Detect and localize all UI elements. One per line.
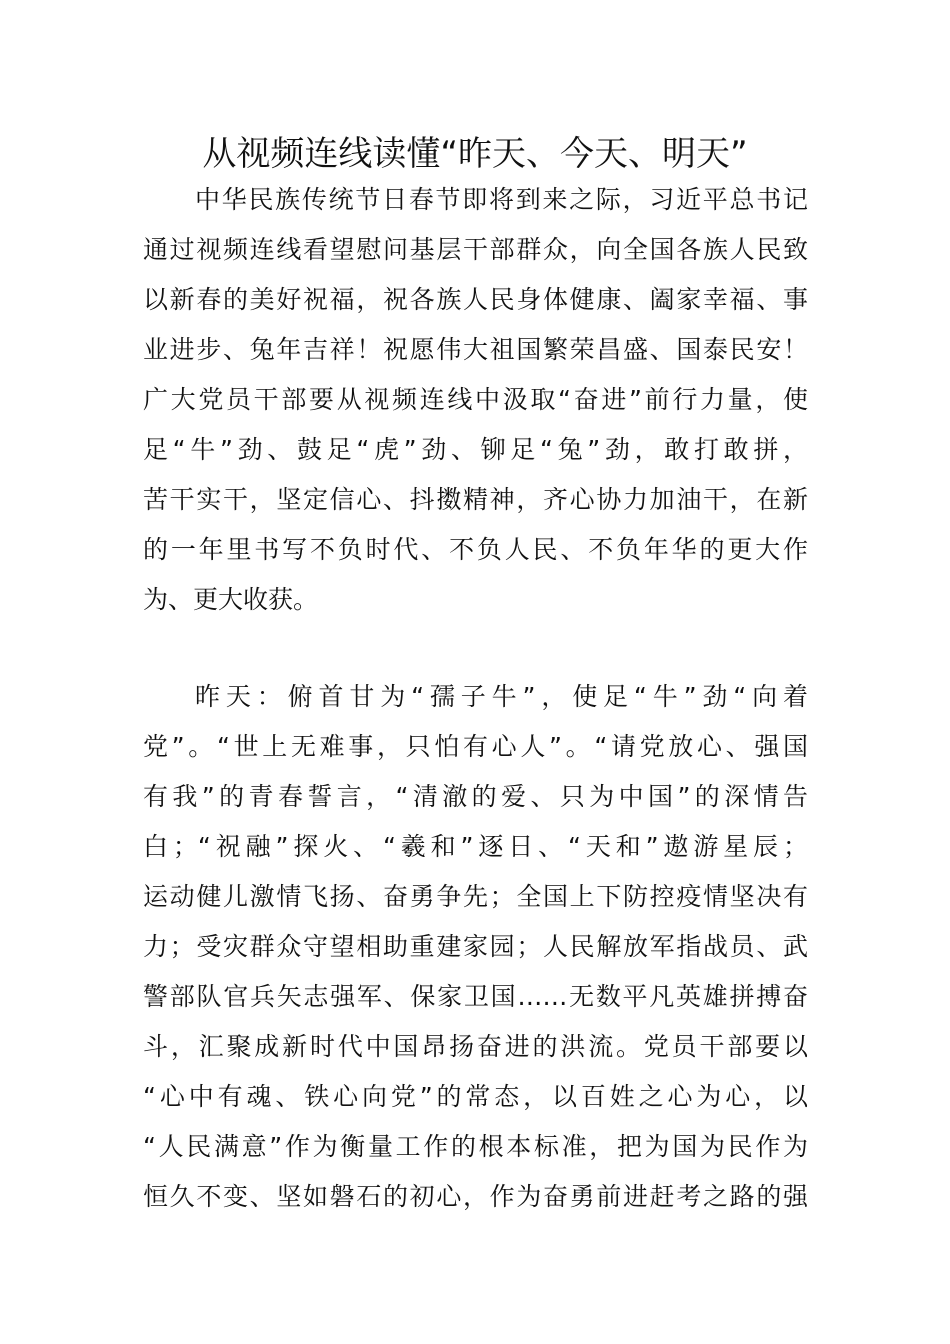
text-line: 通过视频连线看望慰问基层干部群众，向全国各族人民致 xyxy=(143,235,808,264)
text-line: 广大党员干部要从视频连线中汲取“奋进”前行力量，使 xyxy=(143,385,808,414)
document-title: 从视频连线读懂“昨天、今天、明天” xyxy=(202,134,748,174)
text-line: 有我”的青春誓言，“清澈的爱、只为中国”的深情告 xyxy=(143,782,808,811)
text-line: 恒久不变、坚如磐石的初心，作为奋勇前进赶考之路的强 xyxy=(143,1182,808,1211)
text-line: “人民满意”作为衡量工作的根本标准，把为国为民作为 xyxy=(143,1132,808,1161)
text-line: 斗，汇聚成新时代中国昂扬奋进的洪流。党员干部要以 xyxy=(143,1032,808,1061)
text-line: “心中有魂、铁心向党”的常态，以百姓之心为心，以 xyxy=(143,1082,808,1111)
paragraph-intro xyxy=(143,175,808,625)
text-line: 以新春的美好祝福，祝各族人民身体健康、阖家幸福、事 xyxy=(143,285,808,314)
paragraph-yesterday xyxy=(143,672,808,1222)
text-line: 党”。“世上无难事，只怕有心人”。“请党放心、强国 xyxy=(143,732,808,761)
text-line: 昨天：俯首甘为“孺子牛”，使足“牛”劲“向着 xyxy=(195,682,808,711)
text-line: 苦干实干，坚定信心、抖擞精神，齐心协力加油干，在新 xyxy=(143,485,808,514)
text-line: 足“牛”劲、鼓足“虎”劲、铆足“兔”劲，敢打敢拼， xyxy=(143,435,808,464)
text-line: 力；受灾群众守望相助重建家园；人民解放军指战员、武 xyxy=(143,932,808,961)
text-line: 为、更大收获。 xyxy=(143,585,319,614)
text-line: 中华民族传统节日春节即将到来之际，习近平总书记 xyxy=(195,185,808,214)
text-line: 白；“祝融”探火、“羲和”逐日、“天和”遨游星辰； xyxy=(143,832,808,861)
text-line: 的一年里书写不负时代、不负人民、不负年华的更大作 xyxy=(143,535,808,564)
text-line: 运动健儿激情飞扬、奋勇争先；全国上下防控疫情坚决有 xyxy=(143,882,808,911)
text-line: 业进步、兔年吉祥！祝愿伟大祖国繁荣昌盛、国泰民安！ xyxy=(143,335,808,364)
text-line: 警部队官兵矢志强军、保家卫国……无数平凡英雄拼搏奋 xyxy=(143,982,808,1011)
